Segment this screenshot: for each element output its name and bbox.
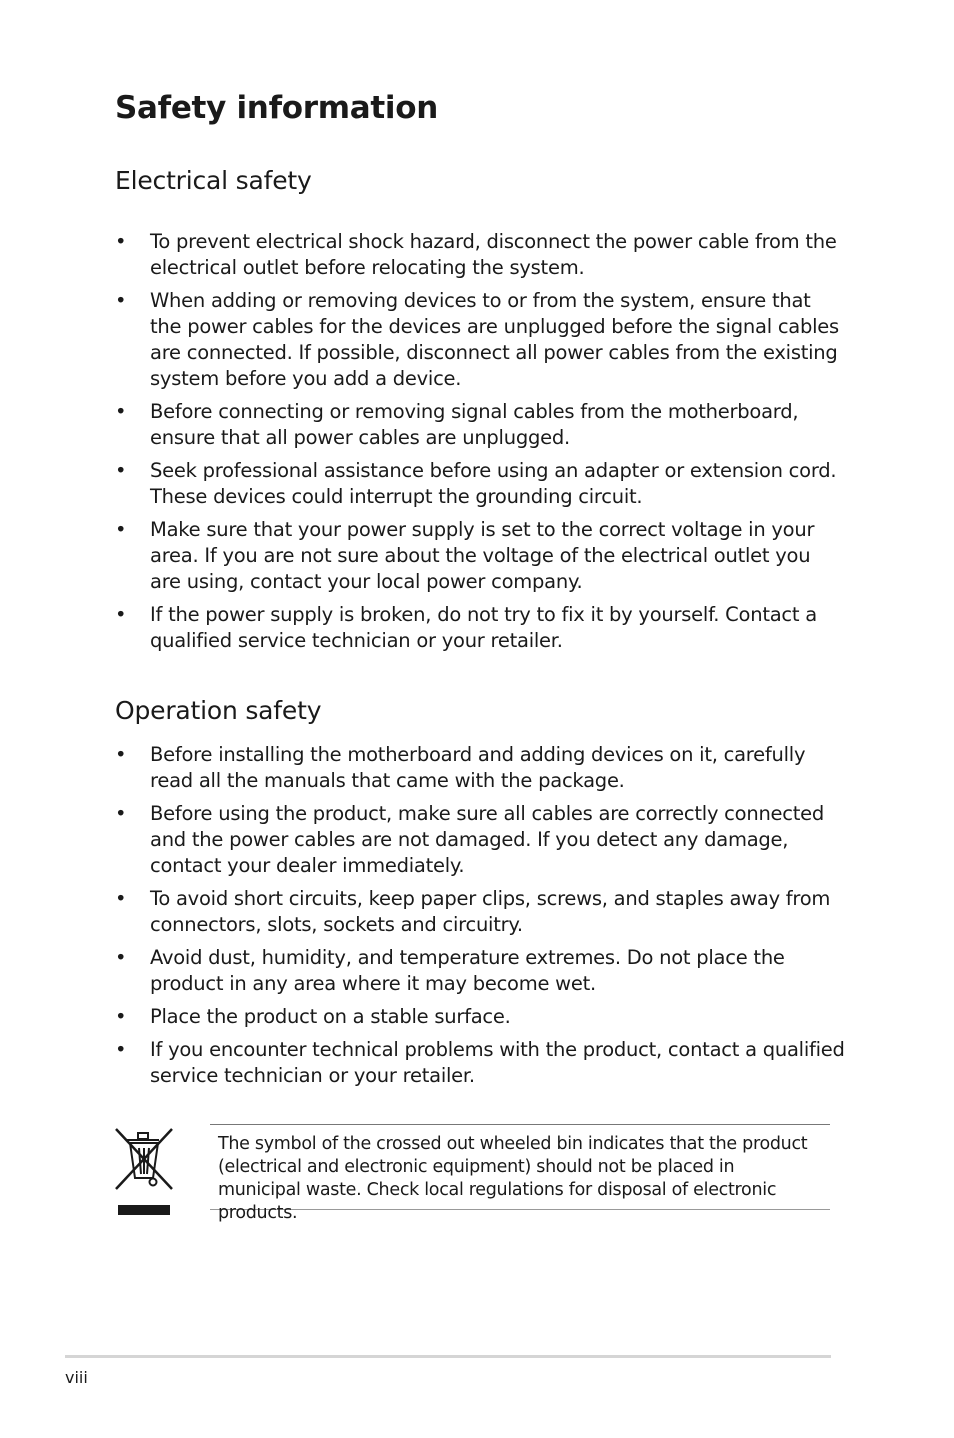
list-item-text: To prevent electrical shock hazard, disconnect the power cable from the electrical outlet before relocating the system.: [150, 230, 837, 279]
bullet-icon: •: [115, 518, 127, 541]
list-item-text: Before installing the motherboard and adding devices on it, carefully read all the manuals that came with the package.: [150, 743, 806, 792]
list-item: [115, 945, 845, 997]
bullet-icon: •: [115, 946, 127, 969]
list-item: [115, 229, 845, 281]
bullet-icon: •: [115, 802, 127, 825]
bullet-icon: •: [115, 603, 127, 626]
list-item: [115, 517, 845, 595]
list-item: [115, 458, 845, 510]
operation-safety-heading: Operation safety: [115, 696, 322, 725]
page-number: viii: [65, 1368, 88, 1387]
page-title: Safety information: [115, 90, 438, 126]
list-item-text: If you encounter technical problems with the product, contact a qualified service technician or your retailer.: [150, 1038, 845, 1087]
list-item: [115, 801, 845, 879]
bullet-icon: •: [115, 459, 127, 482]
list-item: [115, 602, 845, 654]
bullet-icon: •: [115, 289, 127, 312]
list-item-text: To avoid short circuits, keep paper clips, screws, and staples away from connectors, slots, sockets and circuitry.: [150, 887, 831, 936]
bullet-icon: •: [115, 743, 127, 766]
list-item-text: Seek professional assistance before using an adapter or extension cord. These devices could interrupt the grounding circuit.: [150, 459, 837, 508]
bullet-icon: •: [115, 887, 127, 910]
electrical-safety-heading: Electrical safety: [115, 166, 312, 195]
list-item-text: When adding or removing devices to or from the system, ensure that the power cables for the devices are unplugged before the signal cables are connected. If possible, disconnect all power cables from the existing system before you add a device.: [150, 289, 839, 390]
crossed-out-wheeled-bin-icon: [113, 1126, 175, 1218]
list-item-text: Place the product on a stable surface.: [150, 1005, 511, 1028]
bullet-icon: •: [115, 230, 127, 253]
list-item-text: Avoid dust, humidity, and temperature extremes. Do not place the product in any area where it may become wet.: [150, 946, 785, 995]
list-item: [115, 886, 845, 938]
list-item-text: Before connecting or removing signal cables from the motherboard, ensure that all power cables are unplugged.: [150, 400, 799, 449]
list-item: [115, 288, 845, 392]
list-item-text: Make sure that your power supply is set to the correct voltage in your area. If you are not sure about the voltage of the electrical outlet you are using, contact your local power company.: [150, 518, 815, 593]
electrical-safety-list: [115, 229, 845, 661]
bullet-icon: •: [115, 1038, 127, 1061]
bullet-icon: •: [115, 1005, 127, 1028]
list-item: [115, 399, 845, 451]
operation-safety-list: [115, 742, 845, 1096]
list-item: [115, 1037, 845, 1089]
bullet-icon: •: [115, 400, 127, 423]
weee-note: [210, 1124, 830, 1223]
list-item: [115, 742, 845, 794]
footer-divider: [65, 1355, 831, 1358]
list-item-text: Before using the product, make sure all cables are correctly connected and the power cables are not damaged. If you detect any damage, contact your dealer immediately.: [150, 802, 825, 877]
list-item: [115, 1004, 845, 1030]
weee-note-text: The symbol of the crossed out wheeled bin indicates that the product (electrical and electronic equipment) should not be placed in municipal waste. Check local regulations for disposal of electronic products.: [218, 1134, 808, 1223]
list-item-text: If the power supply is broken, do not try to fix it by yourself. Contact a qualified service technician or your retailer.: [150, 603, 817, 652]
